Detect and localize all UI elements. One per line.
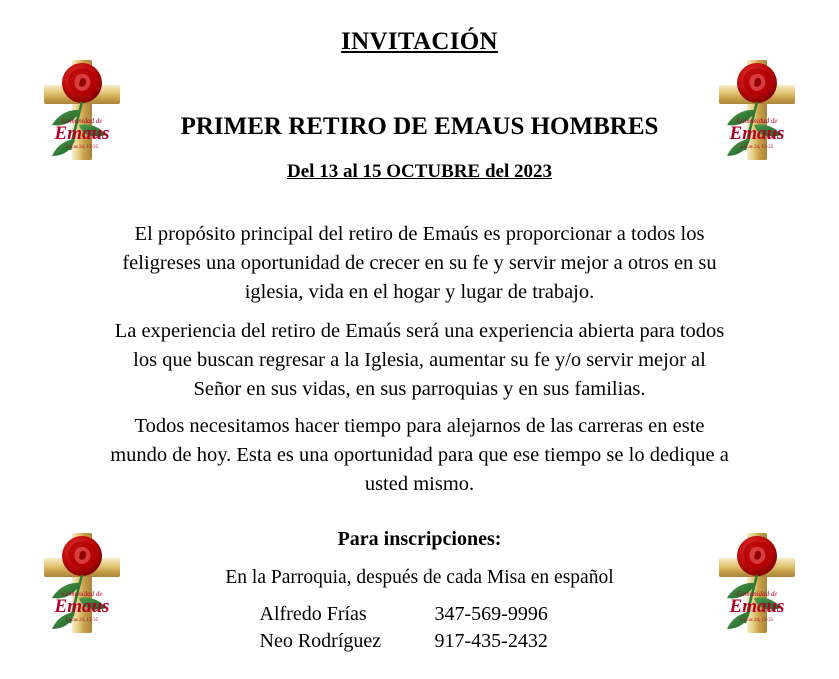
logo-top-text: Comunidad de bbox=[61, 117, 103, 125]
svg-text:Lucas 24, 13-35: Lucas 24, 13-35 bbox=[740, 618, 774, 623]
contact-name: Alfredo Frías bbox=[259, 603, 367, 625]
signup-heading: Para inscripciones: bbox=[337, 528, 502, 550]
body-paragraph-1: El propósito principal del retiro de Emaús es proporcionar a todos los feligreses una oportunidad de crecer en su fe y servir mejor a otros en su iglesia, vida en el hogar y lugar de trabajo. bbox=[122, 223, 717, 304]
logo-script-text: Emaus bbox=[54, 123, 110, 144]
page-title: INVITACIÓN bbox=[341, 28, 498, 55]
contact-row bbox=[260, 601, 580, 628]
svg-text:Comunidad de: Comunidad de bbox=[61, 590, 103, 598]
contact-name: Neo Rodríguez bbox=[259, 630, 382, 652]
signup-subtext: En la Parroquia, después de cada Misa en español bbox=[225, 567, 614, 588]
contact-row bbox=[260, 628, 580, 655]
body-paragraph-3: Todos necesitamos hacer tiempo para alejarnos de las carreras en este mundo de hoy. Esta es una oportunidad para que ese tiempo se lo dedique a usted mismo. bbox=[110, 415, 729, 496]
body-paragraph-2: La experiencia del retiro de Emaús será una experiencia abierta para todos los que buscan regresar a la Iglesia, aumentar su fe y/o servir mejor al Señor en sus vidas, en sus parroquias y en sus familias. bbox=[114, 320, 725, 401]
logo-bottom-text: Lucas 24, 13-35 bbox=[65, 145, 99, 150]
contact-list bbox=[0, 601, 839, 655]
svg-text:Emaus: Emaus bbox=[729, 123, 785, 144]
svg-text:Emaus: Emaus bbox=[54, 596, 110, 617]
svg-text:Emaus: Emaus bbox=[729, 596, 785, 617]
svg-text:Lucas 24, 13-35: Lucas 24, 13-35 bbox=[65, 618, 99, 623]
contact-phone: 347-569-9996 bbox=[434, 603, 548, 625]
event-subtitle: PRIMER RETIRO DE EMAUS HOMBRES bbox=[180, 113, 659, 140]
svg-text:Comunidad de: Comunidad de bbox=[736, 117, 778, 125]
svg-text:Comunidad de: Comunidad de bbox=[736, 590, 778, 598]
event-dates: Del 13 al 15 OCTUBRE del 2023 bbox=[287, 161, 552, 182]
contact-phone: 917-435-2432 bbox=[434, 630, 548, 652]
svg-text:Lucas 24, 13-35: Lucas 24, 13-35 bbox=[740, 145, 774, 150]
